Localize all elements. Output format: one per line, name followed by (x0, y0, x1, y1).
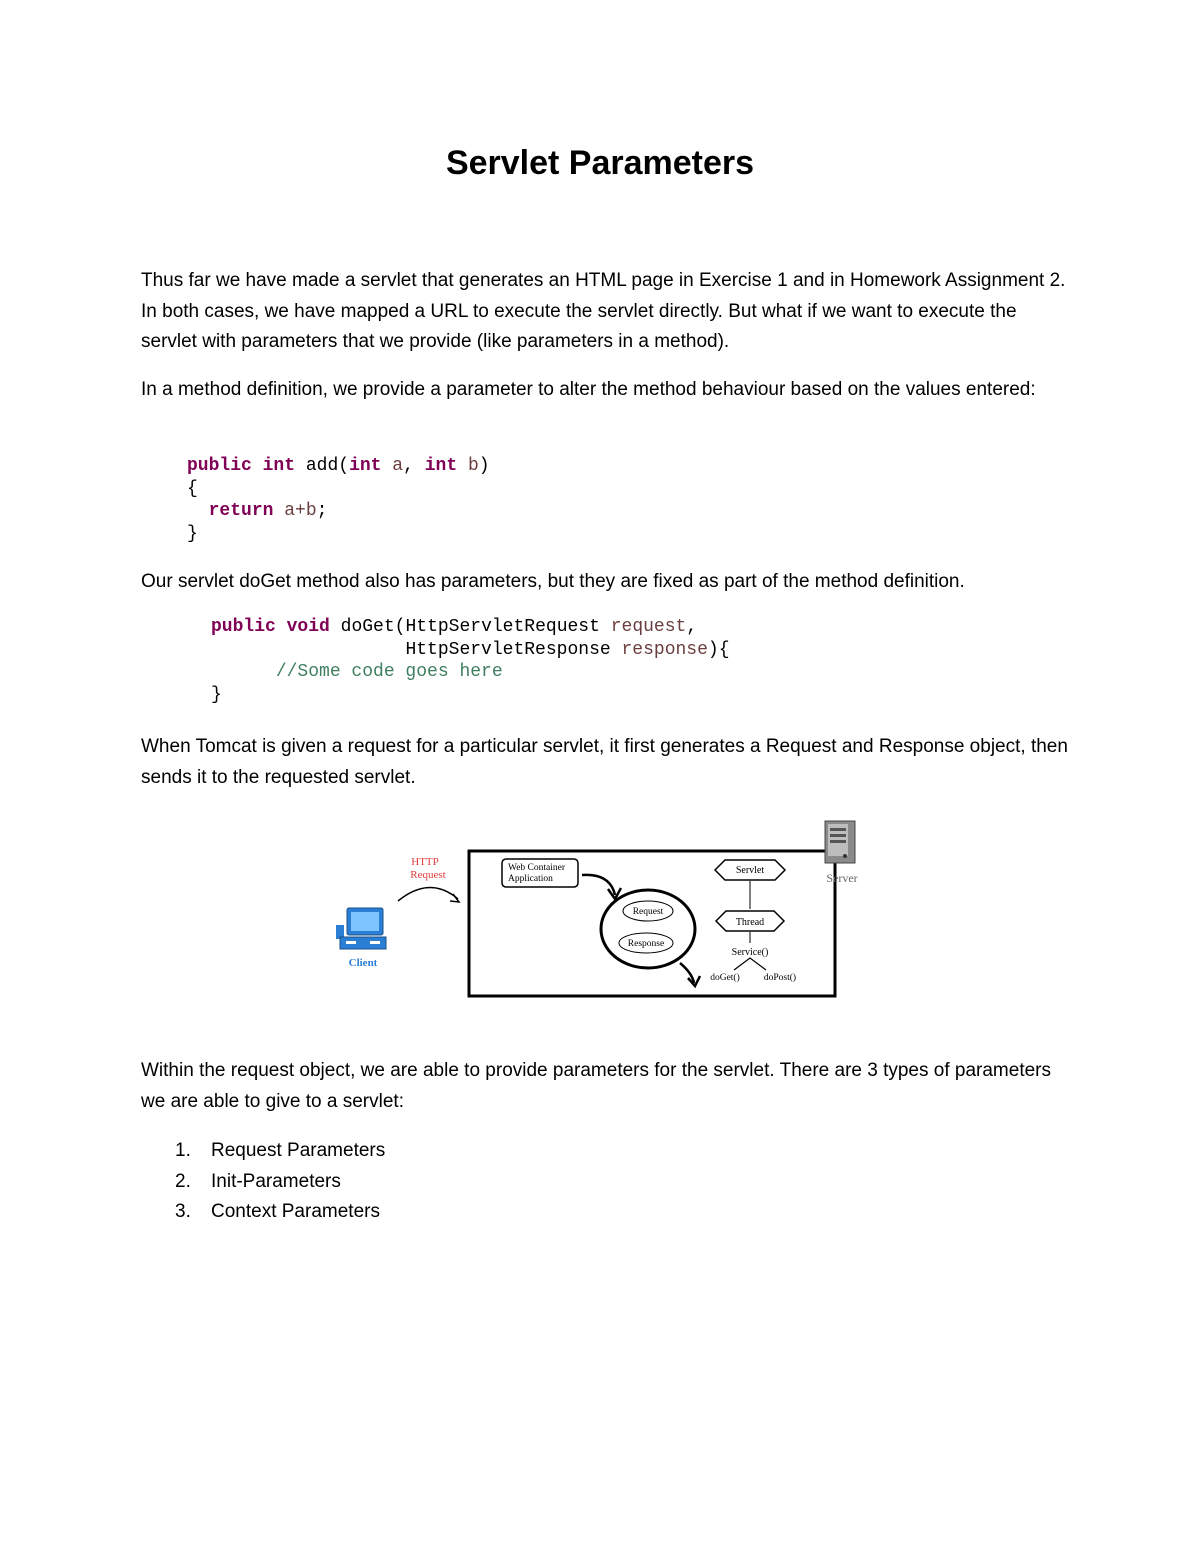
list-item-label: Request Parameters (211, 1140, 386, 1161)
client-icon (336, 908, 386, 949)
request-label: Request (410, 869, 446, 881)
code-text: add( (305, 456, 350, 476)
code-keyword: int (424, 456, 458, 476)
code-text: ) (478, 456, 490, 476)
code-variable: response (621, 639, 708, 660)
intro-paragraph: Thus far we have made a servlet that generates an HTML page in Exercise 1 and in Homework Assignment 2. In both cases, we have mapped a URL to execute the servlet directly. But what if we want to execute the servlet with parameters that we provide (like parameters in a method). (141, 270, 1066, 352)
code-text: ; (316, 501, 328, 521)
code-variable: request (610, 617, 687, 637)
code-text: } (211, 685, 222, 706)
client-label: Client (348, 957, 378, 969)
application-label: Application (508, 874, 553, 884)
dopost-label: doPost() (763, 973, 797, 983)
page-title: Servlet Parameters (445, 144, 755, 182)
http-label: HTTP (411, 856, 439, 868)
code-keyword: int (262, 456, 296, 476)
dispatch-arrow (680, 963, 694, 983)
doget-method-code (211, 616, 730, 707)
request-oval-label: Request (632, 907, 664, 917)
server-icon (825, 821, 855, 863)
doget-label: doGet() (710, 973, 740, 983)
list-number: 2. (175, 1170, 191, 1192)
list-item (175, 1167, 385, 1198)
method-definition-paragraph: In a method definition, we provide a parameter to alter the method behaviour based on the values entered: (141, 379, 1036, 400)
code-text: { (187, 478, 198, 499)
response-oval-label: Response (627, 939, 665, 949)
list-item (175, 1197, 385, 1228)
service-label: Service() (731, 947, 769, 958)
code-variable: a (392, 456, 404, 476)
request-object-paragraph: Within the request object, we are able to provide parameters for the servlet. There are 3 types of parameters we are able to give to a servlet: (141, 1060, 1051, 1112)
code-text: } (187, 523, 198, 544)
list-item (175, 1136, 385, 1167)
code-variable: b (467, 456, 479, 476)
code-keyword: public (211, 617, 276, 637)
code-text: ){ (707, 639, 730, 660)
add-method-code (187, 455, 490, 545)
code-comment: //Some code goes here (275, 662, 503, 683)
list-item-label: Init-Parameters (211, 1170, 341, 1192)
servlet-label: Servlet (735, 865, 765, 876)
parameter-types-list (175, 1136, 385, 1228)
list-item-label: Context Parameters (211, 1201, 380, 1222)
code-text: , (686, 617, 698, 637)
web-container-label: Web Container (508, 863, 566, 873)
server-label: Server (826, 871, 858, 885)
code-text: , (403, 456, 414, 476)
code-keyword: void (286, 617, 330, 637)
list-number: 3. (175, 1201, 191, 1222)
code-text: HttpServletResponse (405, 639, 611, 660)
code-text: doGet(HttpServletRequest (340, 617, 600, 637)
thread-label: Thread (735, 917, 765, 928)
tomcat-paragraph: When Tomcat is given a request for a particular servlet, it first generates a Request and Response object, then sends it to the requested servlet. (141, 736, 1068, 788)
code-keyword: return (208, 501, 274, 521)
code-keyword: public (187, 456, 252, 476)
http-arrow (398, 887, 458, 901)
doget-paragraph: Our servlet doGet method also has parameters, but they are fixed as part of the method definition. (141, 571, 965, 592)
list-number: 1. (175, 1140, 191, 1161)
servlet-request-diagram (330, 815, 870, 1005)
code-variable: a+b (284, 501, 317, 521)
code-keyword: int (349, 456, 382, 476)
service-branch (734, 958, 766, 970)
